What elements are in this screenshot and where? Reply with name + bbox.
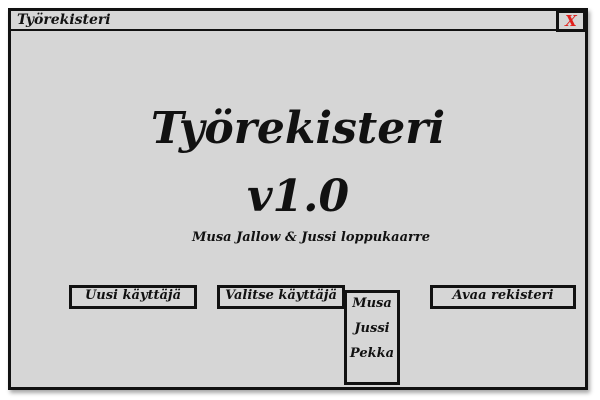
app-version: v1.0 [246, 171, 350, 222]
close-button[interactable]: X [556, 10, 586, 32]
user-list[interactable] [344, 290, 400, 385]
select-user-button[interactable]: Valitse käyttäjä [217, 285, 345, 309]
authors-text: Musa Jallow & Jussi loppukaarre [192, 230, 430, 245]
new-user-button[interactable]: Uusi käyttäjä [69, 285, 197, 309]
user-list-item-musa[interactable]: Musa [352, 296, 392, 311]
window-title: Työrekisteri [17, 12, 111, 28]
open-register-button[interactable]: Avaa rekisteri [430, 285, 576, 309]
app-title: Työrekisteri [150, 103, 446, 154]
title-bar [11, 11, 585, 31]
user-list-item-pekka[interactable]: Pekka [349, 346, 395, 361]
app-window [8, 8, 588, 390]
user-list-item-jussi[interactable]: Jussi [354, 321, 390, 336]
